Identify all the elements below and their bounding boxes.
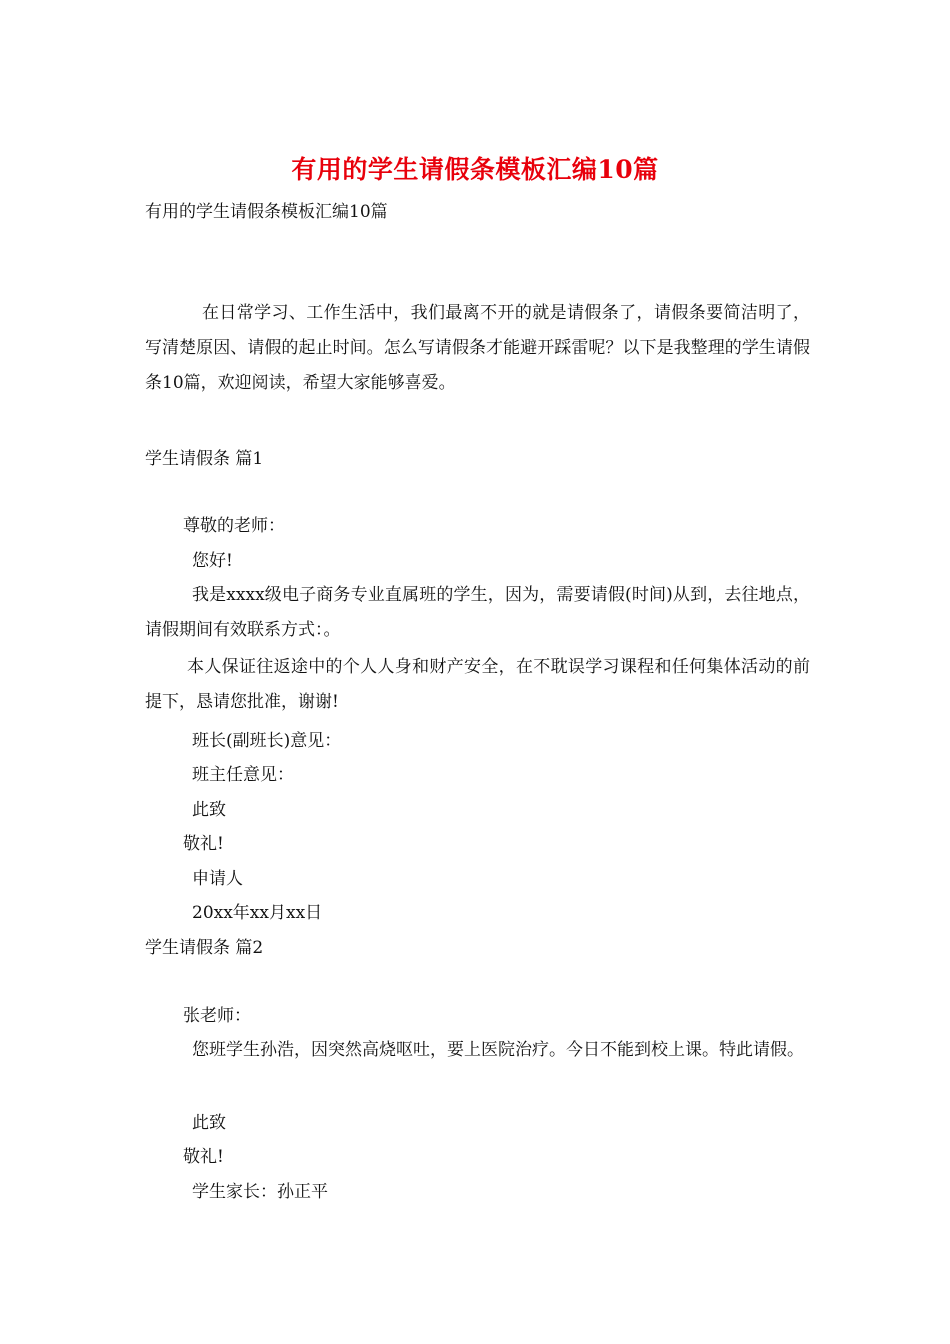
section2-salutation: 张老师： [183, 1006, 251, 1026]
section1-date: 20xx年xx月xx日 [192, 903, 323, 923]
section1-salutation: 尊敬的老师： [183, 516, 285, 536]
section2-closing-2: 敬礼! [183, 1147, 224, 1167]
section1-closing-1: 此致 [192, 800, 226, 820]
section1-applicant: 申请人 [192, 869, 243, 889]
section1-body1: 我是xxxx级电子商务专业直属班的学生，因为，需要请假(时间)从到，去往地点，请假期间有效联系方式：。 [145, 585, 810, 640]
document-subtitle: 有用的学生请假条模板汇编10篇 [145, 202, 388, 222]
section2-body: 您班学生孙浩，因突然高烧呕吐，要上医院治疗。今日不能到校上课。特此请假。 [192, 1040, 804, 1060]
section1-heading: 学生请假条 篇1 [145, 449, 264, 469]
section1-body2: 本人保证往返途中的个人人身和财产安全，在不耽误学习课程和任何集体活动的前提下，恳请您批准，谢谢! [145, 657, 810, 712]
section2-signature: 学生家长：孙正平 [192, 1182, 328, 1202]
section1-monitor-opinion: 班长(副班长)意见： [192, 731, 342, 751]
section1-closing-2: 敬礼! [183, 834, 224, 854]
section2-heading: 学生请假条 篇2 [145, 938, 264, 958]
section1-greeting: 您好! [192, 551, 233, 571]
document-title: 有用的学生请假条模板汇编10篇 [291, 155, 659, 184]
intro-paragraph: 在日常学习、工作生活中，我们最离不开的就是请假条了，请假条要简洁明了，写清楚原因、请假的起止时间。怎么写请假条才能避开踩雷呢？以下是我整理的学生请假条10篇，欢迎阅读，希望大家能够喜爱。 [145, 303, 810, 393]
section1-teacher-opinion: 班主任意见： [192, 765, 294, 785]
section2-closing-1: 此致 [192, 1113, 226, 1133]
